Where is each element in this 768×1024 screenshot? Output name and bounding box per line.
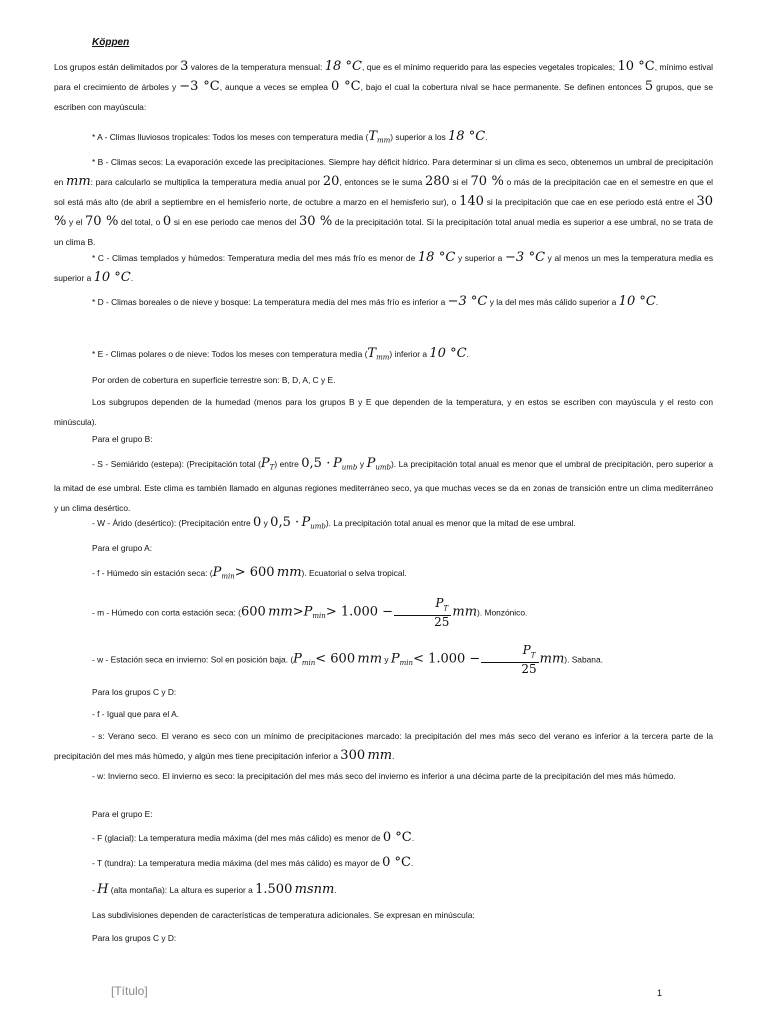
cd-f-paragraph: - f - Igual que para el A. bbox=[92, 709, 180, 719]
section-label-cd-2: Para los grupos C y D: bbox=[92, 933, 177, 943]
order-paragraph: Por orden de cobertura en superficie terrestre son: B, D, A, C y E. bbox=[92, 375, 336, 385]
a-w-paragraph: - w - Estación seca en invierno: Sol en posición baja. ($P_{min}< 600$ mm y $P_{min}< 1.000$ − $\frac{P_T}{25}$ mm). Sabana. bbox=[92, 643, 603, 677]
a-m-paragraph: - m - Húmedo con corta estación seca: (600 $mm>P_{min}> 1.000$ − $\frac{P_T}{25}$ mm). Monzónico. bbox=[92, 596, 528, 630]
b-s-paragraph: - S - Semiárido (estepa): (Precipitación total $(P_T)$ entre $0,5 \cdot P_{umb}$ y $P_{umb}$). La precipitación total anual es menor que el umbral de precipitación, pero superior a la mitad de ese umbral. Este clima es también llamado en algunas regiones mediterráneo seco, ya que muchas veces se da en zonas de transición entre un clima mediterráneo y un clima desértico. bbox=[54, 456, 714, 513]
page-title: Köppen bbox=[92, 37, 130, 48]
group-d-paragraph: * D - Climas boreales o de nieve y bosque: La temperatura media del mes más frío es inferior a −3 °C y la del mes más cálido superior a 10 °C. bbox=[92, 294, 659, 309]
subgroups-paragraph: Los subgrupos dependen de la humedad (menos para los grupos B y E que dependen de la temperatura, y en estos se escriben con mayúscula y el resto con minúscula). bbox=[54, 397, 713, 427]
group-a-paragraph: * A - Climas lluviosos tropicales: Todos los meses con temperatura media $(T_{mm})$ superior a los 18 °C. bbox=[92, 129, 488, 145]
footer-title: [Título] bbox=[111, 984, 148, 998]
a-f-paragraph: - f - Húmedo sin estación seca: ($P_{min}> 600$ mm). Ecuatorial o selva tropical. bbox=[92, 565, 407, 581]
section-label-cd: Para los grupos C y D: bbox=[92, 687, 177, 697]
section-label-a: Para el grupo A: bbox=[92, 543, 153, 553]
group-b-paragraph: * B - Climas secos: La evaporación excede las precipitaciones. Siempre hay déficit hídrico. Para determinar si un clima es seco, obtenemos un umbral de precipitación en mm: para calcularlo se multiplica la temperatura media anual por 20, entonces se le suma 280 si el 70 % o más de la precipitación cae en el semestre en que el sol está más alto (de abril a septiembre en el hemisferio norte, de octubre a marzo en el hemisferio sur), o 140 si la precipitación que cae en ese periodo está entre el 30 % y el 70 % del total, o 0 si en ese periodo cae menos del 30 % de la precipitación total. Si la precipitación total anual media es superior a ese umbral, no se trata de un clima B. bbox=[54, 157, 714, 247]
e-t-paragraph: - T (tundra): La temperatura media máxima (del mes más cálido) es mayor de 0 °C. bbox=[92, 855, 414, 870]
e-h-paragraph: - H (alta montaña): La altura es superior a 1.500 msnm. bbox=[92, 882, 337, 897]
b-w-paragraph: - W - Árido (desértico): (Precipitación entre 0 y $0,5 \cdot P_{umb}$). La precipitación total anual es menor que la mitad de ese umbral. bbox=[92, 515, 576, 531]
subdivisions-paragraph: Las subdivisiones dependen de características de temperatura adicionales. Se expresan en minúscula: bbox=[92, 910, 475, 920]
cd-w-paragraph: - w: Invierno seco. El invierno es seco: la precipitación del mes más seco del invierno es inferior a una décima parte de la precipitación del mes más húmedo. bbox=[92, 771, 676, 781]
fraction: $\frac{P_T}{25}$ bbox=[481, 644, 538, 676]
group-c-paragraph: * C - Climas templados y húmedos: Temperatura media del mes más frío es menor de 18 °C y superior a −3 °C y al menos un mes la temperatura media es superior a 10 °C. bbox=[54, 250, 714, 285]
section-label-e: Para el grupo E: bbox=[92, 809, 153, 819]
cd-s-paragraph: - s: Verano seco. El verano es seco con un mínimo de precipitaciones marcado: la precipitación del mes más seco del verano es inferior a la tercera parte de la precipitación del mes más húmedo, y algún mes tiene precipitación inferior a 300 mm. bbox=[54, 731, 713, 763]
group-e-paragraph: * E - Climas polares o de nieve: Todos los meses con temperatura media $(T_{mm})$ inferior a 10 °C. bbox=[92, 346, 469, 362]
section-label-b: Para el grupo B: bbox=[92, 434, 153, 444]
page-number: 1 bbox=[657, 988, 663, 998]
e-f-paragraph: - F (glacial): La temperatura media máxima (del mes más cálido) es menor de 0 °C. bbox=[92, 830, 415, 845]
fraction: $\frac{P_T}{25}$ bbox=[394, 597, 451, 629]
intro-paragraph: Los grupos están delimitados por 3 valores de la temperatura mensual: 18 °C, que es el mínimo requerido para las especies vegetales tropicales; 10 °C, mínimo estival para el crecimiento de árboles y −3 °C, aunque a veces se emplea 0 °C, bajo el cual la cobertura nival se hace permanente. Se definen entonces 5 grupos, que se escriben con mayúscula: bbox=[54, 59, 714, 112]
